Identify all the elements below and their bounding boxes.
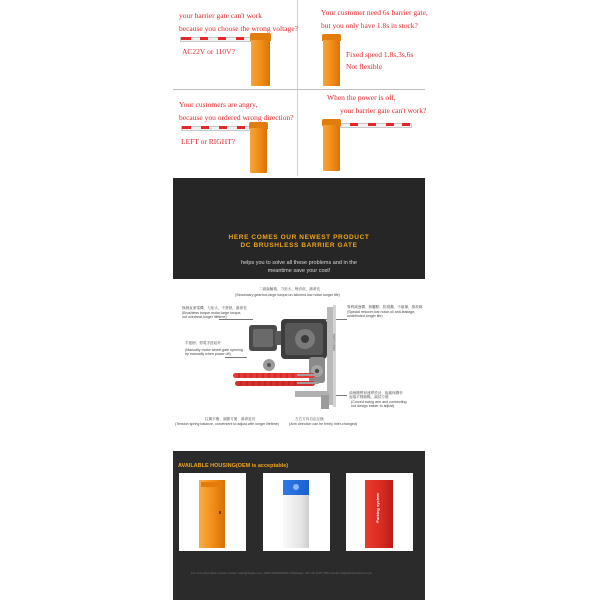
barrier-gate-cabinet — [251, 40, 270, 86]
intro-title-line-1: HERE COMES OUR NEWEST PRODUCT — [228, 234, 370, 241]
orange-cabinet — [199, 480, 225, 548]
label-handcrank-en: (Manually motor wheel,gate opening — [185, 348, 243, 352]
label-motor-cn: 無刷直流電機、力矩大、不發熱、壽命長 — [182, 306, 247, 310]
arm-red-stripe — [237, 126, 245, 129]
barrier-gate-cabinet — [323, 40, 340, 86]
arm-red-stripe — [402, 123, 410, 126]
problem-4-line-2: your barrier gate can't work? — [340, 106, 427, 115]
label-handcrank-cn: 手搖柄、停電手搖起杆 — [185, 341, 221, 345]
label-swingarm-en-2: rod design easier to adjust) — [351, 404, 395, 408]
label-motor-en-2: not overheat,longer lifetime) — [182, 315, 227, 319]
label-gearbox-en: (Secondary gearbox,large torque,un-stitched,low noise,longer life) — [235, 293, 340, 297]
intro-subtitle-line-1: helps you to solve all these problems and in the — [241, 260, 357, 266]
mechanism-diagram — [173, 279, 425, 451]
housing-white-blue — [263, 473, 330, 551]
arm-red-stripe — [218, 37, 226, 40]
arm-red-stripe — [200, 37, 208, 40]
arm-red-stripe — [368, 123, 376, 126]
arm-red-stripe — [236, 37, 244, 40]
red-cabinet-label: Parking system — [375, 493, 380, 523]
label-swingarm-en: (Curved swing arm and connecting — [351, 400, 407, 404]
label-reducer-cn: 專利減速機、無觸點、防潑濺、不碰撞、無故障 — [347, 305, 423, 309]
plate-label: ZOHO GATE — [332, 333, 336, 351]
label-reducer-en: (Special reducer,lost noise,oil anti-leakage, — [347, 310, 416, 314]
housing-orange — [179, 473, 246, 551]
contact-footer: For more information, please contact: sales@zkgate.com | 0086-15000000000 | Whatsapp: +86 131 1148 7395 | Email: info@barriersolutions.com — [191, 571, 373, 575]
orange-cabinet-top — [201, 482, 223, 487]
barrier-mechanism-illustration — [225, 299, 355, 417]
problem-2-line-1: Your customer need 6s barrier gate, — [321, 8, 428, 17]
arm-red-stripe — [219, 126, 227, 129]
label-reducer-en-2: undefinded,longer life) — [347, 314, 383, 318]
arm-red-stripe — [182, 126, 191, 129]
arm-red-stripe — [386, 123, 394, 126]
problem-1-answer: AC22V or 110V? — [182, 47, 235, 56]
problem-1-line-1: your barrier gate can't work — [179, 11, 262, 20]
housing-title: AVAILABLE HOUSING(OEM is acceptable) — [178, 463, 289, 469]
problem-3-line-2: because you ordered wrong direction? — [179, 113, 294, 122]
problem-2-line-2: but you only have 1.8s in stock? — [321, 21, 418, 30]
intro-subtitle-line-2: meantime save your cost! — [267, 268, 331, 274]
problem-3-line-1: Your customers are angry, — [179, 100, 258, 109]
arm-red-stripe — [181, 37, 191, 40]
barrier-gate-cabinet — [250, 128, 267, 173]
label-motor-en: (Brushless torque motor,large torque, — [182, 311, 242, 315]
problem-3-answer: LEFT or RIGHT? — [181, 137, 236, 146]
housing-section — [173, 451, 425, 600]
barrier-gate-cabinet — [323, 125, 340, 171]
label-gearbox-cn: 二級齒輪箱、力矩大、噪音低、壽命長 — [259, 287, 321, 291]
label-handcrank-en-2: by manually when power off) — [185, 352, 231, 356]
label-swingarm-cn: 曲柄擺臂和連桿設計，能確保閘杆 — [349, 391, 403, 395]
label-swingarm-cn-2: 起落平穩順暢，調試方便 — [349, 395, 389, 399]
intro-title-line-2: DC BRUSHLESS BARRIER GATE — [240, 242, 358, 249]
lock-icon — [219, 511, 221, 514]
label-direction-en: (Arm direction can be freely inter-changed) — [289, 422, 358, 426]
arm-red-stripe — [201, 126, 209, 129]
housing-red — [346, 473, 413, 551]
arm-red-stripe — [350, 123, 358, 126]
indicator-light-icon — [293, 484, 299, 490]
problem-2-answer-2: Not flexible — [346, 62, 383, 71]
grid-horizontal-divider — [173, 89, 425, 90]
label-direction-cn: 左右方向自由互換 — [295, 417, 324, 421]
label-spring-cn: 拉簧平衡、調節方便、壽命更長 — [205, 417, 256, 421]
label-spring-en: (Tension spring balance, convenient to adjust,with longer lifetime) — [175, 422, 279, 426]
intro-banner — [173, 178, 425, 279]
problem-2-answer-1: Fixed speed 1.8s,3s,6s — [346, 50, 414, 59]
problem-4-line-1: When the power is off, — [327, 93, 396, 102]
problem-1-line-2: because you choose the wrong voltage? — [179, 24, 298, 33]
